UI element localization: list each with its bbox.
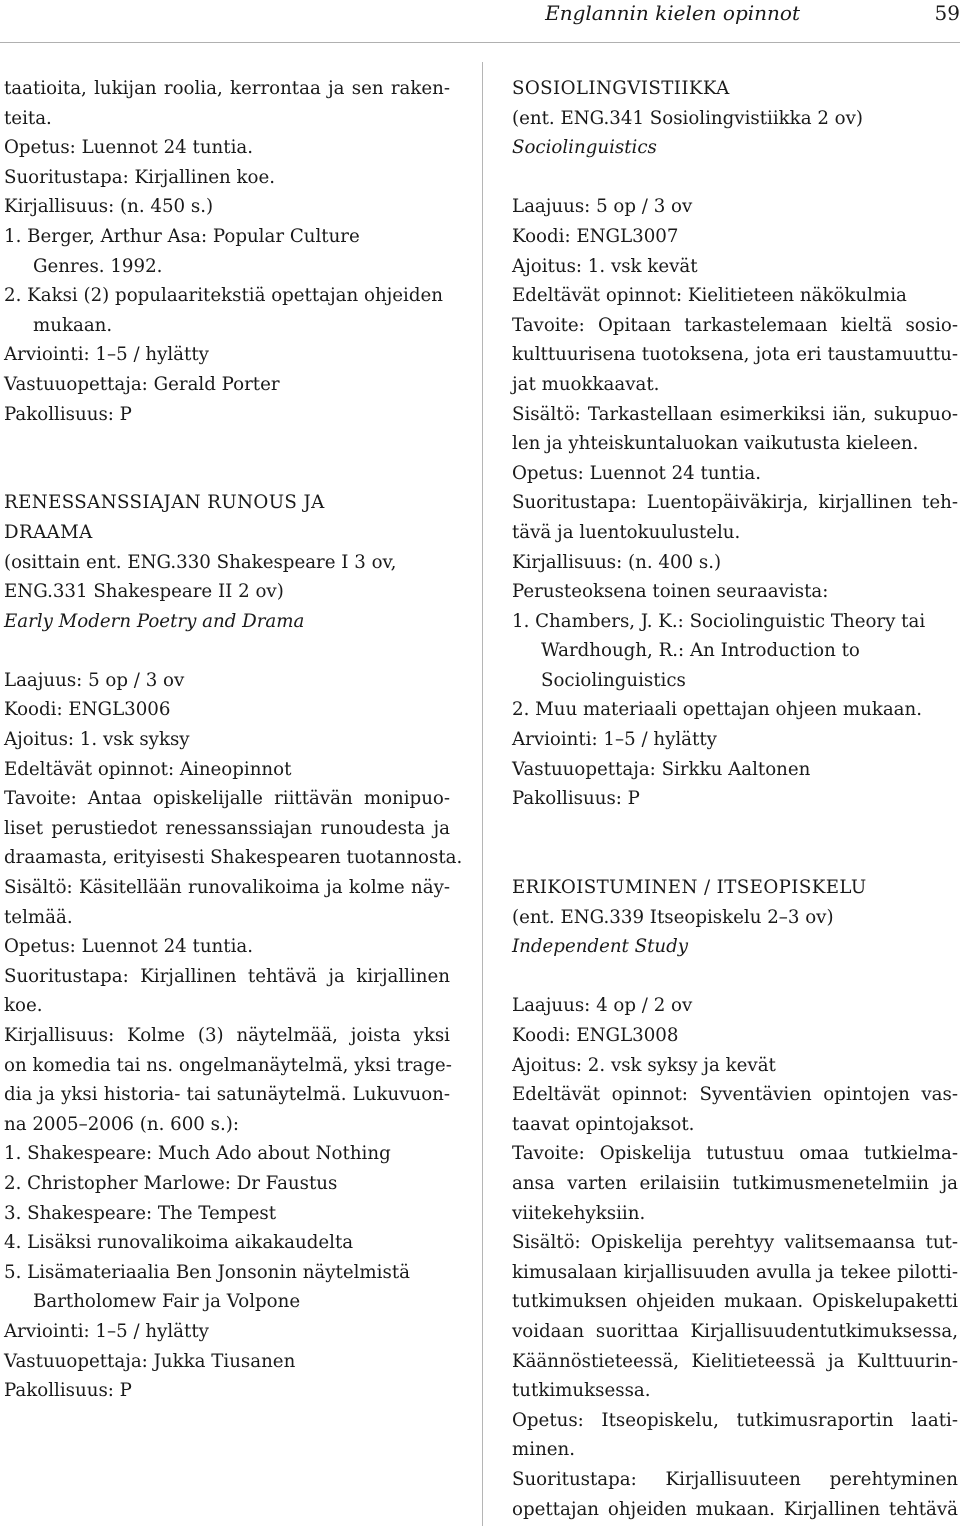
text-line: Suoritustapa: Kirjallisuuteen perehtyminen (512, 1468, 958, 1490)
text-line: Arviointi: 1–5 / hylätty (512, 729, 717, 751)
text-line: Opetus: Luennot 24 tuntia. (4, 936, 254, 958)
spacer (512, 962, 958, 992)
text-line: Sisältö: Tarkastellaan esimerkiksi iän, sukupuo- (512, 403, 958, 425)
text-line: Koodi: ENGL3006 (4, 699, 171, 721)
text-line: Tavoite: Opiskelija tutustuu omaa tutkielma- (512, 1143, 958, 1165)
text-line: 1. Shakespeare: Much Ado about Nothing (4, 1143, 391, 1165)
text-line: telmää. (4, 906, 73, 928)
text-line: Suoritustapa: Kirjallinen tehtävä ja kirjallinen (4, 965, 450, 987)
text-line: kimusalaan kirjallisuuden avulla ja tekee pilotti- (512, 1261, 958, 1283)
text-line: Käännöstieteessä, Kielitieteessä ja Kulttuurin- (512, 1350, 958, 1372)
spacer (4, 459, 450, 489)
text-line: Ajoitus: 1. vsk syksy (4, 729, 190, 751)
text-line: Sisältö: Käsitellään runovalikoima ja kolme näy- (4, 877, 450, 899)
text-line: opettajan ohjeiden mukaan. Kirjallinen tehtävä (512, 1498, 958, 1520)
text-line: viitekehyksiin. (512, 1202, 646, 1224)
page-header (0, 0, 960, 44)
text-line: Opetus: Luennot 24 tuntia. (4, 137, 254, 159)
header-rule (0, 42, 960, 43)
text-line: Vastuuopettaja: Sirkku Aaltonen (512, 758, 811, 780)
text-line: liset perustiedot renessanssiajan runoudesta ja (4, 817, 450, 839)
section-heading: SOSIOLINGVISTIIKKA (512, 78, 730, 99)
text-line: koe. (4, 995, 43, 1017)
text-line: Koodi: ENGL3007 (512, 225, 679, 247)
text-line: 2. Kaksi (2) populaaritekstiä opettajan ohjeiden (4, 285, 443, 307)
text-line: Sisältö: Opiskelija perehtyy valitsemaansa tut- (512, 1232, 958, 1254)
spacer (512, 843, 958, 873)
text-line: Opetus: Itseopiskelu, tutkimusraportin laati- (512, 1409, 958, 1431)
text-line: Edeltävät opinnot: Aineopinnot (4, 758, 292, 780)
text-line: Kirjallisuus: (n. 450 s.) (4, 196, 214, 218)
page-number: 59 (934, 1, 960, 25)
text-line: 1. Chambers, J. K.: Sociolinguistic Theory tai (512, 610, 926, 632)
text-line: draamasta, erityisesti Shakespearen tuotannosta. (4, 847, 463, 869)
section-heading: ERIKOISTUMINEN / ITSEOPISKELU (512, 877, 867, 899)
text-line: Vastuuopettaja: Jukka Tiusanen (4, 1350, 296, 1372)
text-line: teita. (4, 107, 52, 129)
text-line: Tavoite: Opitaan tarkastelemaan kieltä sosio- (512, 314, 958, 336)
section-heading: DRAAMA (4, 521, 93, 543)
text-line: taavat opintojaksot. (512, 1113, 695, 1135)
text-line: Bartholomew Fair ja Volpone (33, 1291, 301, 1313)
running-title: Englannin kielen opinnot (545, 1, 800, 25)
text-line: tutkimuksen ohjeiden mukaan. Opiskelupaketti (512, 1291, 958, 1313)
text-line: Sociolinguistics (541, 669, 686, 691)
text-line: tutkimuksessa. (512, 1380, 651, 1402)
course-english-title: Sociolinguistics (512, 137, 657, 159)
text-line: taatioita, lukijan roolia, kerrontaa ja sen raken- (4, 78, 450, 99)
text-line: Wardhough, R.: An Introduction to (541, 640, 860, 662)
spacer (4, 429, 450, 459)
text-line: 2. Christopher Marlowe: Dr Faustus (4, 1172, 338, 1194)
text-line: tävä ja luentokuulustelu. (512, 521, 741, 543)
text-line: (osittain ent. ENG.330 Shakespeare I 3 ov, (4, 551, 397, 573)
text-line: 5. Lisämateriaalia Ben Jonsonin näytelmistä (4, 1261, 410, 1283)
spacer (4, 636, 450, 666)
text-line: on komedia tai ns. ongelmanäytelmä, yksi trage- (4, 1054, 452, 1076)
text-line: 4. Lisäksi runovalikoima aikakaudelta (4, 1232, 354, 1254)
text-line: Ajoitus: 2. vsk syksy ja kevät (512, 1054, 776, 1076)
text-line: Laajuus: 5 op / 3 ov (4, 669, 185, 691)
text-line: mukaan. (33, 314, 113, 336)
text-line: Pakollisuus: P (4, 403, 132, 425)
text-line: minen. (512, 1439, 576, 1461)
right-column (512, 74, 958, 1524)
text-line: 3. Shakespeare: The Tempest (4, 1202, 277, 1224)
text-line: 1. Berger, Arthur Asa: Popular Culture (4, 225, 360, 247)
text-line: Laajuus: 4 op / 2 ov (512, 995, 693, 1017)
text-line: len ja yhteiskuntaluokan vaikutusta kieleen. (512, 433, 919, 455)
text-line: Tavoite: Antaa opiskelijalle riittävän monipuo- (4, 788, 450, 810)
column-divider (482, 62, 483, 1526)
text-line: Kirjallisuus: (n. 400 s.) (512, 551, 722, 573)
text-line: Pakollisuus: P (4, 1380, 132, 1402)
text-line: Ajoitus: 1. vsk kevät (512, 255, 698, 277)
spacer (512, 163, 958, 193)
course-english-title: Early Modern Poetry and Drama (4, 610, 305, 632)
text-line: Suoritustapa: Kirjallinen koe. (4, 166, 276, 188)
left-column (4, 74, 463, 1406)
text-line: na 2005–2006 (n. 600 s.): (4, 1113, 239, 1135)
text-line: 2. Muu materiaali opettajan ohjeen mukaan. (512, 699, 923, 721)
text-line: voidaan suorittaa Kirjallisuudentutkimuksessa, (512, 1320, 958, 1342)
text-line: Edeltävät opinnot: Kielitieteen näkökulmia (512, 285, 907, 307)
text-line: ansa varten erilaisiin tutkimusmenetelmiin ja (512, 1172, 958, 1194)
text-line: Arviointi: 1–5 / hylätty (4, 1320, 209, 1342)
course-english-title: Independent Study (512, 936, 689, 958)
text-line: Arviointi: 1–5 / hylätty (4, 344, 209, 366)
text-line: ENG.331 Shakespeare II 2 ov) (4, 581, 284, 603)
text-line: (ent. ENG.341 Sosiolingvistiikka 2 ov) (512, 107, 863, 129)
text-line: Pakollisuus: P (512, 788, 640, 810)
text-line: jat muokkaavat. (512, 373, 660, 395)
text-line: dia ja yksi historia- tai satunäytelmä. Lukuvuon- (4, 1084, 450, 1106)
text-line: Genres. 1992. (33, 255, 163, 277)
section-heading: RENESSANSSIAJAN RUNOUS JA (4, 492, 325, 514)
text-line: Suoritustapa: Luentopäiväkirja, kirjallinen teh- (512, 492, 958, 514)
text-line: (ent. ENG.339 Itseopiskelu 2–3 ov) (512, 906, 834, 928)
text-line: Laajuus: 5 op / 3 ov (512, 196, 693, 218)
text-line: Vastuuopettaja: Gerald Porter (4, 373, 280, 395)
text-line: Edeltävät opinnot: Syventävien opintojen vas- (512, 1084, 958, 1106)
text-line: Koodi: ENGL3008 (512, 1025, 679, 1046)
spacer (512, 814, 958, 844)
text-line: Perusteoksena toinen seuraavista: (512, 581, 829, 603)
text-line: Opetus: Luennot 24 tuntia. (512, 462, 762, 484)
text-line: Kirjallisuus: Kolme (3) näytelmää, joista yksi (4, 1025, 450, 1046)
text-line: kulttuurisena tuotoksena, jota eri taustamuuttu- (512, 344, 958, 366)
